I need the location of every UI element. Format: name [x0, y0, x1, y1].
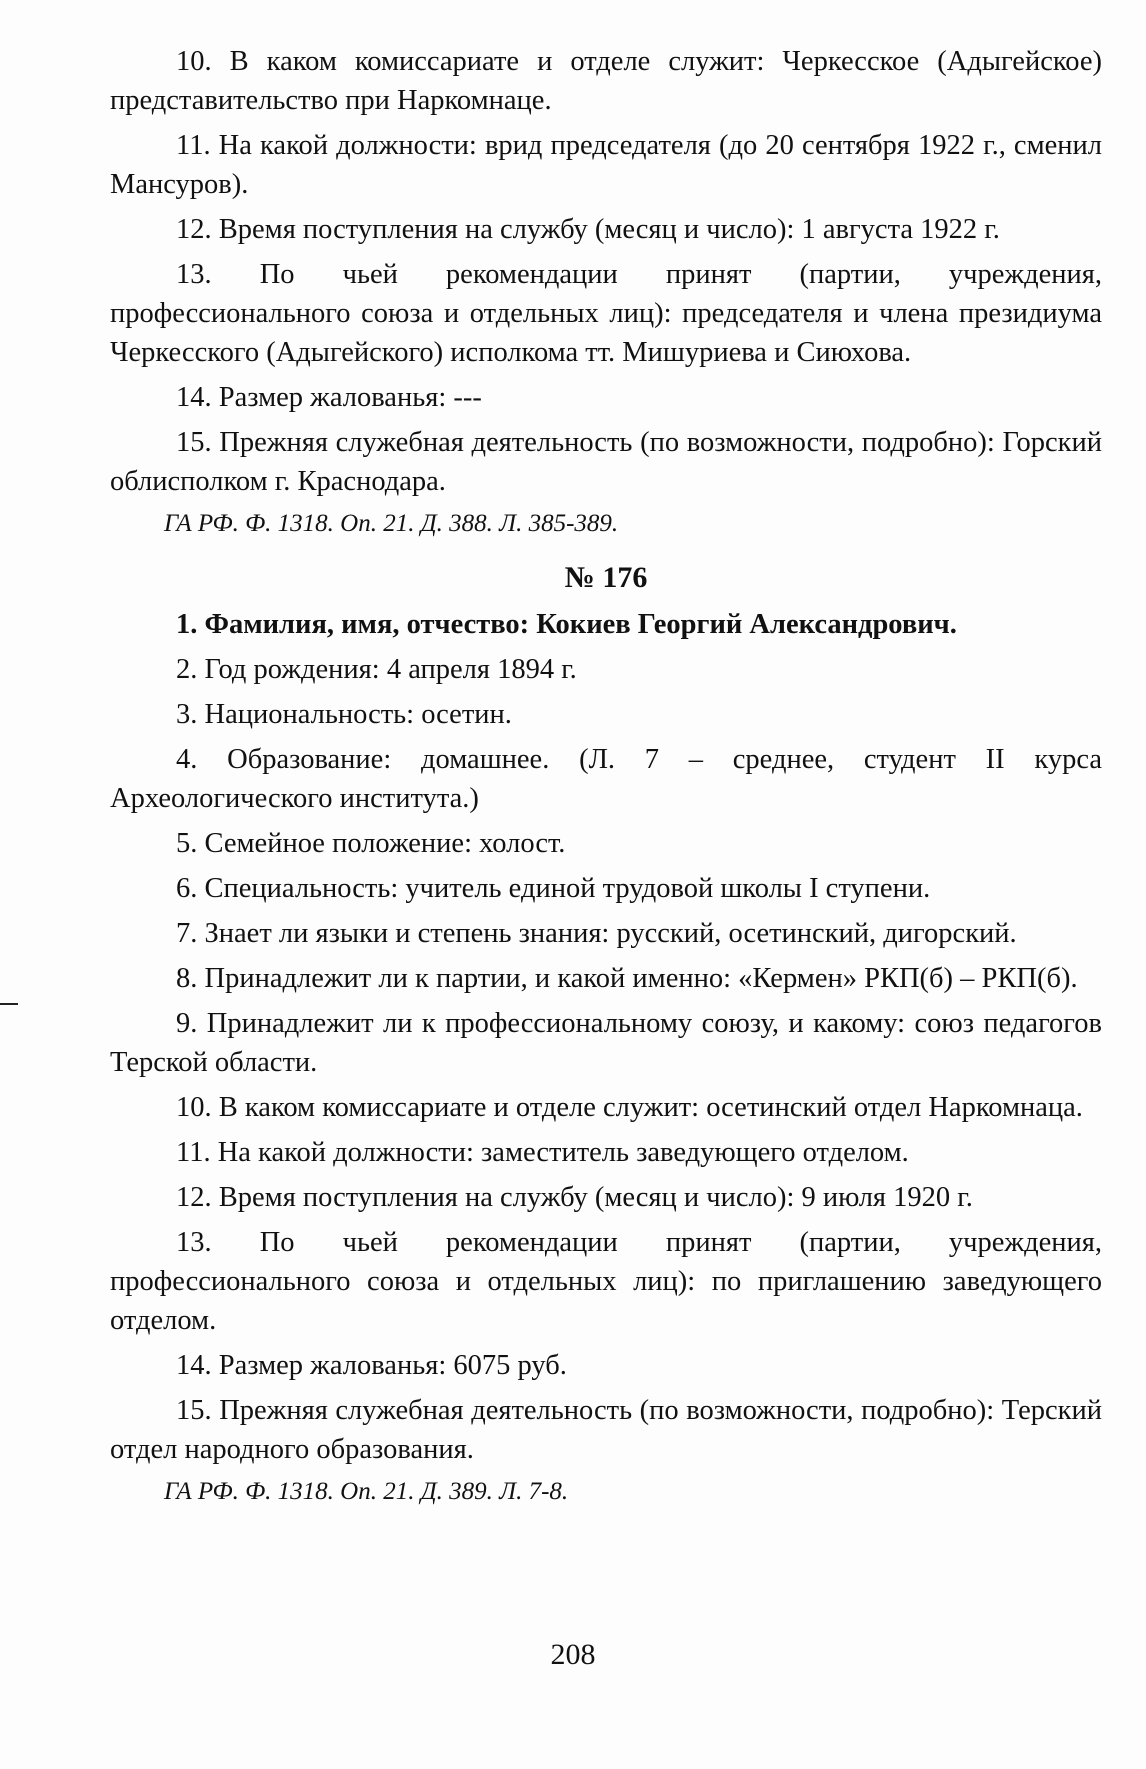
record-item-14: 14. Размер жалованья: 6075 руб.	[176, 1350, 567, 1381]
paragraph-prev-11: 11. На какой должности: врид председателя (до 20 сентября 1922 г., сменил Мансуров).	[110, 130, 1102, 200]
archive-citation-1: ГА РФ. Ф. 1318. Оп. 21. Д. 388. Л. 385-389.	[164, 510, 619, 537]
record-item-5: 5. Семейное положение: холост.	[176, 828, 566, 859]
record-heading: № 176	[564, 561, 648, 594]
paragraph-prev-14: 14. Размер жалованья: ---	[176, 382, 482, 413]
record-item-10: 10. В каком комиссариате и отделе служит: осетинский отдел Наркомнаца.	[176, 1092, 1083, 1123]
page-number: 208	[550, 1638, 596, 1671]
paragraph-prev-12: 12. Время поступления на службу (месяц и число): 1 августа 1922 г.	[176, 214, 1000, 245]
paragraph-prev-13: 13. По чьей рекомендации принят (партии, учреждения, профессионального союза и отдельных лиц): председателя и члена президиума Черкесского (Адыгейского) исполкома тт. Мишуриева и Сиюхова.	[110, 259, 1102, 368]
record-item-4: 4. Образование: домашнее. (Л. 7 – среднее, студент II курса Археологического института.)	[110, 744, 1102, 814]
scan-edge-mark	[0, 1003, 18, 1005]
record-item-1: 1. Фамилия, имя, отчество: Кокиев Георгий Александрович.	[176, 609, 957, 640]
record-item-12: 12. Время поступления на службу (месяц и число): 9 июля 1920 г.	[176, 1182, 973, 1213]
record-item-9: 9. Принадлежит ли к профессиональному союзу, и какому: союз педагогов Терской области.	[110, 1008, 1102, 1078]
archive-citation-2: ГА РФ. Ф. 1318. Оп. 21. Д. 389. Л. 7-8.	[164, 1478, 569, 1505]
record-item-2: 2. Год рождения: 4 апреля 1894 г.	[176, 654, 577, 685]
paragraph-prev-15: 15. Прежняя служебная деятельность (по возможности, подробно): Горский облисполком г. Краснодара.	[110, 427, 1102, 497]
text-column	[110, 42, 1102, 1527]
record-item-8: 8. Принадлежит ли к партии, и какой именно: «Кермен» РКП(б) – РКП(б).	[176, 963, 1078, 994]
paragraph-prev-10: 10. В каком комиссариате и отделе служит: Черкесское (Адыгейское) представительство при Наркомнаце.	[110, 46, 1102, 116]
record-item-15: 15. Прежняя служебная деятельность (по возможности, подробно): Терский отдел народного образования.	[110, 1395, 1102, 1465]
record-item-13: 13. По чьей рекомендации принят (партии, учреждения, профессионального союза и отдельных лиц): по приглашению заведующего отделом.	[110, 1227, 1102, 1336]
record-item-11: 11. На какой должности: заместитель заведующего отделом.	[176, 1137, 909, 1168]
record-item-3: 3. Национальность: осетин.	[176, 699, 512, 730]
record-item-6: 6. Специальность: учитель единой трудовой школы I ступени.	[176, 873, 931, 904]
record-item-7: 7. Знает ли языки и степень знания: русский, осетинский, дигорский.	[176, 918, 1017, 949]
